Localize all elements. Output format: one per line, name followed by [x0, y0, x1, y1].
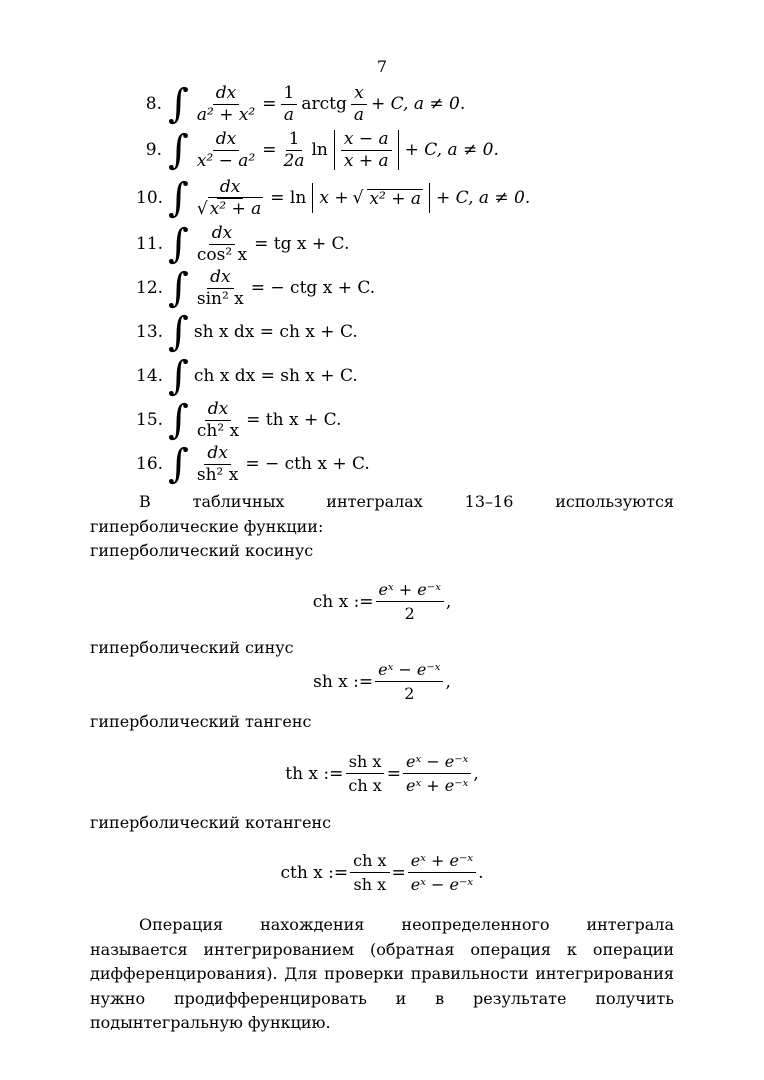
- formula-number: 12.: [136, 277, 164, 298]
- formula-number: 8.: [145, 93, 162, 114]
- formula-16: 16. ∫ $\frac{dx}{\text{sh² x}}$ = − cth x + C.: [136, 441, 370, 487]
- def-coth: cth x := $\frac{\text{ch x}}{\text{sh x}}$ = $\frac{\text{eˣ + e⁻ˣ}}{\text{eˣ − e⁻ˣ}}$ .: [280, 851, 484, 894]
- formula-10: 10. ∫ $\frac{dx}{\text{√ x² + a}}$ = ln x + √ x² + a + C, a ≠ 0.: [136, 175, 531, 221]
- formula-number: 16.: [136, 453, 164, 474]
- fraction: $\frac{dx}{\text{sin² x}}$: [196, 266, 244, 309]
- formula-number: 14.: [136, 365, 164, 386]
- abs-bar-right: [429, 183, 430, 213]
- formula-8: 8. ∫ $\frac{dx}{\text{a² + x²}}$ = $\frac{1}{a}$ arctg $\frac{x}{a}$ + C, a ≠ 0.: [136, 82, 465, 126]
- integral-icon: ∫: [168, 175, 189, 221]
- formula-number: 13.: [136, 321, 164, 342]
- integral-icon: ∫: [168, 397, 189, 443]
- fraction: $\frac{dx}{\text{a² + x²}}$: [196, 82, 256, 125]
- formula-15: 15. ∫ $\frac{dx}{\text{ch² x}}$ = th x + C.: [136, 397, 342, 443]
- integral-icon: ∫: [168, 309, 189, 355]
- formula-12: 12. ∫ $\frac{dx}{\text{sin² x}}$ = − ctg x + C.: [136, 265, 376, 311]
- formula-number: 10.: [136, 187, 164, 208]
- fraction: $\frac{x - a}{x + a}$: [341, 131, 392, 170]
- formula-number: 11.: [136, 233, 164, 254]
- final-paragraph: Операция нахождения неопределенного интеграла называется интегрированием (обратная операция к операции дифференцирования). Для проверки правильности интегрирования нужно продифференцировать и в результате получить подынтегральную функцию.: [90, 915, 674, 1032]
- sqrt-icon: √: [196, 198, 208, 219]
- integral-icon: ∫: [168, 353, 189, 399]
- integral-icon: ∫: [168, 127, 189, 173]
- def-sinh: sh x := $\frac{\text{eˣ − e⁻ˣ}}{2}$ ,: [313, 660, 451, 703]
- def-cosh: ch x := $\frac{\text{eˣ + e⁻ˣ}}{2}$ ,: [312, 580, 452, 623]
- formula-number: 9.: [145, 139, 162, 160]
- formula-9: 9. ∫ $\frac{dx}{\text{x² − a²}}$ = $\frac{1}{2a}$ ln $\frac{x - a}{x + a}$ + C, a ≠ 0.: [136, 128, 499, 172]
- fraction: $\frac{1}{2a}$: [283, 128, 305, 171]
- label-cosh: гиперболический косинус: [90, 541, 314, 560]
- formula-14: 14. ∫ ch x dx = sh x + C.: [136, 353, 358, 399]
- fraction: $\frac{dx}{\text{cos² x}}$: [196, 222, 248, 265]
- fraction: $\frac{dx}{\text{√ x² + a}}$: [196, 176, 262, 219]
- integral-icon: ∫: [168, 81, 189, 127]
- page-number: 7: [376, 57, 388, 76]
- sqrt-icon: √: [352, 187, 364, 208]
- intro-paragraph: В табличных интегралах 13–16 используются гиперболические функции:: [90, 492, 674, 536]
- label-sinh: гиперболический синус: [90, 638, 294, 657]
- fraction: $\frac{x}{a}$: [351, 85, 367, 124]
- integral-icon: ∫: [168, 441, 189, 487]
- abs-bar-right: [398, 130, 399, 170]
- integral-icon: ∫: [168, 265, 189, 311]
- label-coth: гиперболический котангенс: [90, 813, 332, 832]
- def-tanh: th x := $\frac{\text{sh x}}{\text{ch x}}$ = $\frac{\text{eˣ − e⁻ˣ}}{\text{eˣ + e⁻ˣ}}$ ,: [285, 752, 479, 795]
- fraction: $\frac{1}{a}$: [281, 85, 298, 124]
- abs-bar-left: [334, 130, 335, 170]
- fraction: $\frac{dx}{\text{ch² x}}$: [196, 398, 240, 441]
- formula-number: 15.: [136, 409, 164, 430]
- fraction: $\frac{dx}{\text{x² − a²}}$: [196, 128, 256, 171]
- integral-icon: ∫: [168, 221, 189, 267]
- abs-bar-left: [312, 183, 313, 213]
- fraction: $\frac{dx}{\text{sh² x}}$: [196, 442, 239, 485]
- formula-11: 11. ∫ $\frac{dx}{\text{cos² x}}$ = tg x + C.: [136, 221, 350, 267]
- formula-13: 13. ∫ sh x dx = ch x + C.: [136, 309, 358, 355]
- label-tanh: гиперболический тангенс: [90, 712, 312, 731]
